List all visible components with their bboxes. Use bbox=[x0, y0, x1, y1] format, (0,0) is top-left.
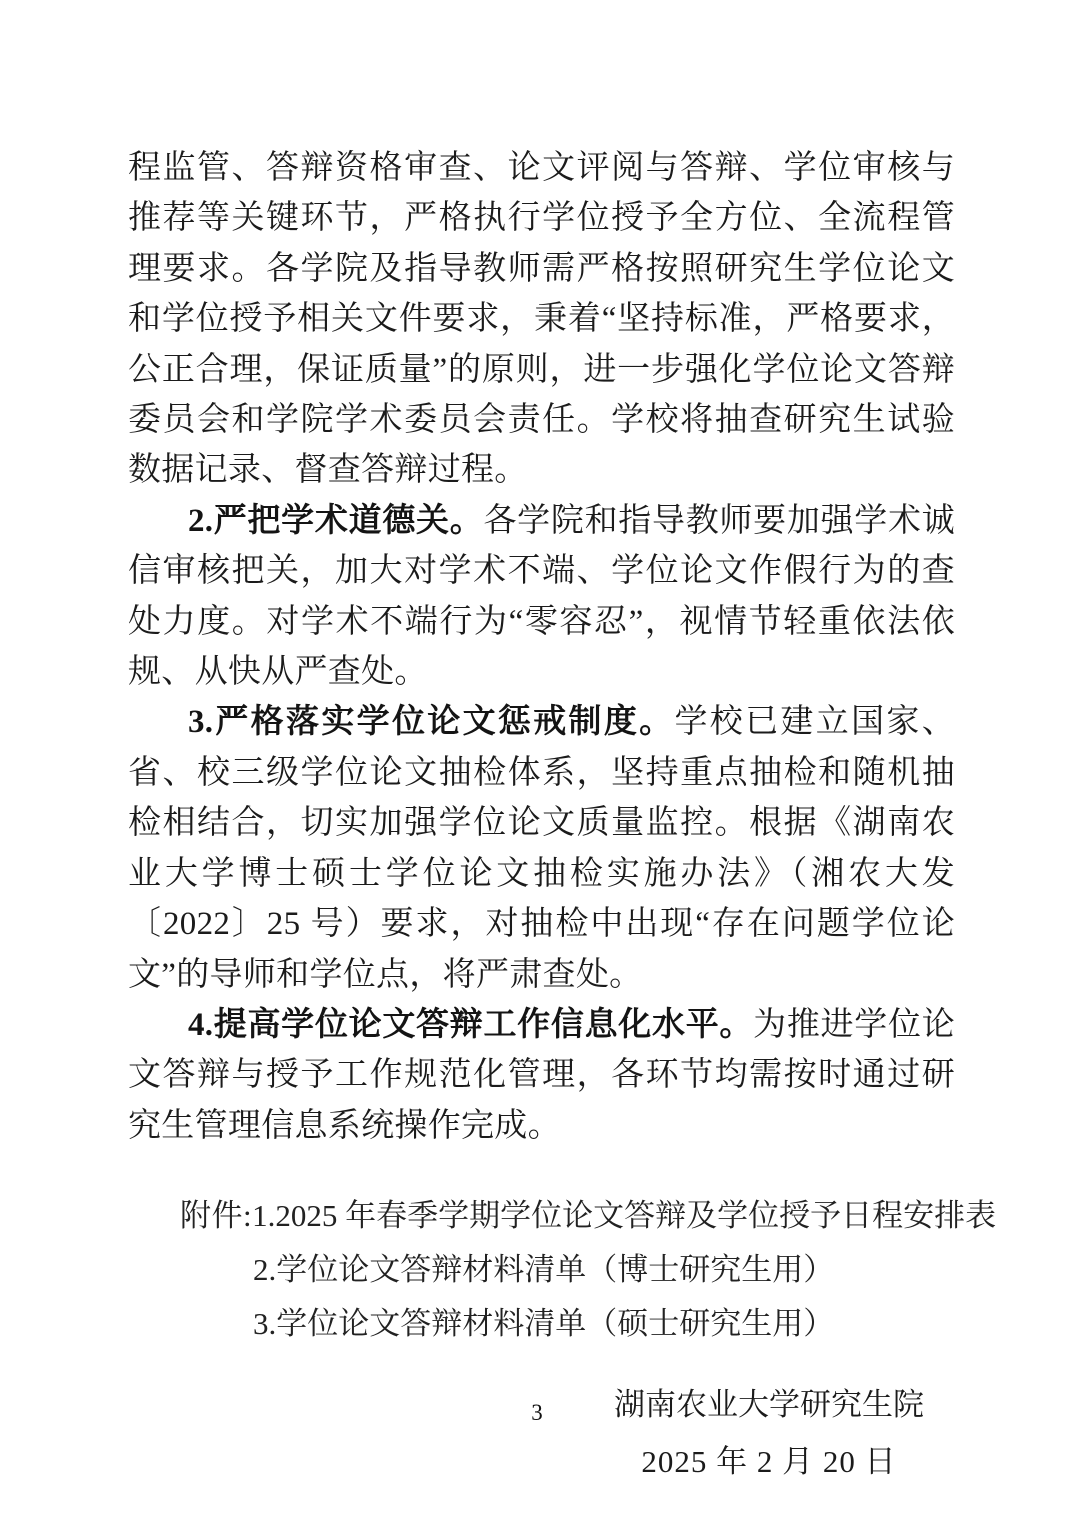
attachment-item-1: 1.2025 年春季学期学位论文答辩及学位授予日程安排表 bbox=[252, 1198, 997, 1234]
document-body bbox=[128, 143, 997, 1484]
attachment-row-1 bbox=[180, 1189, 997, 1243]
paragraph-text: 为推进学位论文答辩与授予工作规范化管理，各环节均需按时通过研究生管理信息系统操作完成。 bbox=[128, 1006, 955, 1144]
attachment-item-3: 3.学位论文答辩材料清单（硕士研究生用） bbox=[253, 1306, 835, 1342]
paragraph-heading: 2.严把学术道德关。 bbox=[188, 502, 484, 539]
attachments-label: 附件: bbox=[180, 1198, 253, 1234]
issuing-organization: 湖南农业大学研究生院 bbox=[614, 1387, 924, 1423]
issue-date: 2025 年 2 月 20 日 bbox=[641, 1444, 897, 1480]
paragraph-continuation bbox=[128, 143, 955, 496]
paragraph-item-4 bbox=[128, 1000, 955, 1151]
paragraph-text: 程监管、答辩资格审查、论文评阅与答辩、学位审核与推荐等关键环节，严格执行学位授予全方位、全流程管理要求。各学院及指导教师需严格按照研究生学位论文和学位授予相关文件要求，秉着“坚持标准，严格要求，公正合理，保证质量”的原则，进一步强化学位论文答辩委员会和学院学术委员会责任。学校将抽查研究生试验数据记录、督查答辩过程。 bbox=[128, 150, 955, 489]
paragraph-text: 学校已建立国家、省、校三级学位论文抽检体系，坚持重点抽检和随机抽检相结合，切实加强学位论文质量监控。根据《湖南农业大学博士硕士学位论文抽检实施办法》（湘农大发〔2022〕25 号）要求，对抽检中出现“存在问题学位论文”的导师和学位点，将严肃查处。 bbox=[128, 704, 955, 993]
attachment-item-2: 2.学位论文答辩材料清单（博士研究生用） bbox=[253, 1252, 835, 1288]
paragraph-item-3 bbox=[128, 697, 955, 999]
page-number: 3 bbox=[531, 1400, 543, 1425]
attachment-row-3 bbox=[180, 1297, 955, 1351]
signature-block bbox=[609, 1383, 929, 1484]
attachments-section bbox=[180, 1189, 997, 1351]
paragraph-heading: 4.提高学位论文答辩工作信息化水平。 bbox=[188, 1006, 754, 1043]
paragraph-item-2 bbox=[128, 496, 955, 698]
attachment-row-2 bbox=[180, 1243, 955, 1297]
paragraph-heading: 3.严格落实学位论文惩戒制度。 bbox=[188, 704, 675, 741]
paragraph-text: 各学院和指导教师要加强学术诚信审核把关，加大对学术不端、学位论文作假行为的查处力度。对学术不端行为“零容忍”，视情节轻重依法依规、从快从严查处。 bbox=[128, 502, 955, 691]
